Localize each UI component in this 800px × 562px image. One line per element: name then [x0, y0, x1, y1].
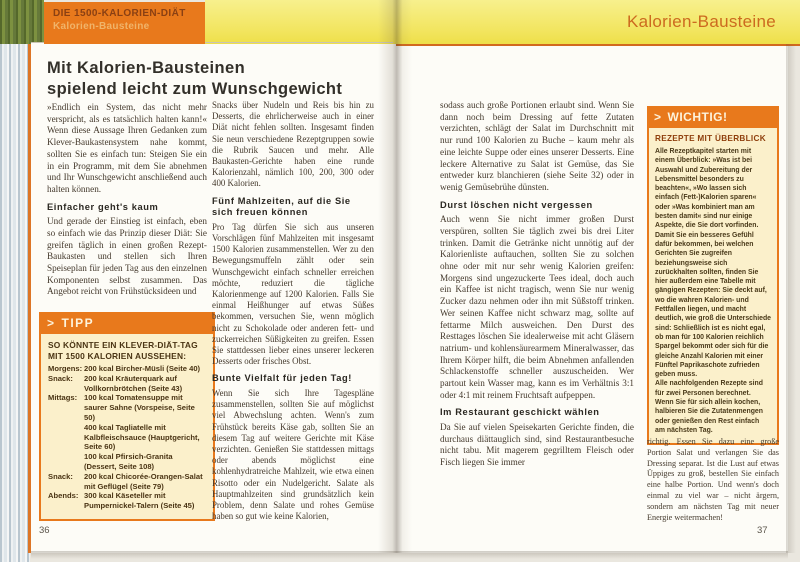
chevron-right-icon: > — [47, 316, 56, 330]
wichtig-label: WICHTIG! — [667, 110, 728, 124]
tipp-row — [48, 491, 206, 511]
tipp-row — [48, 472, 206, 492]
tipp-row — [48, 364, 206, 374]
paragraph: richtig. Essen Sie dazu eine große Portion Salat und verlangen Sie das Dressing separat. Ist die Lust auf etwas Üppiges zu groß, bestellen Sie einfach eine halbe Portion. Und wenn's doch einmal zu viel war – nicht ärgern, sondern am nächsten Tag mit neuer Energie weitermachen! — [647, 437, 779, 522]
tipp-box — [39, 312, 215, 521]
meal-text: 200 kcal Kräuterquark auf Vollkornbrötchen (Seite 43) — [84, 373, 183, 393]
section-heading: Bunte Vielfalt für jeden Tag! — [212, 373, 352, 384]
wichtig-heading: REZEPTE MIT ÜBERBLICK — [655, 134, 766, 143]
meal-text: 100 kcal Tomatensuppe mit saurer Sahne (Vorspeise, Seite 50) — [84, 393, 195, 422]
paragraph: Alle nachfolgenden Rezepte sind für zwei Personen berechnet. Wenn Sie für sich allein kochen, halbieren Sie die Zutatenmengen oder genießen den Rest einfach am nächsten Tag. — [655, 380, 763, 434]
paragraph: Und gerade der Einstieg ist einfach, eben so einfach wie das Prinzip dieser Diät: Sie greifen täglich in einen großen Rezept-Baukasten und stellen sich Ihren Speiseplan für jeden Tag aus den einzelnen Komponenten selbst zusammen. Das Angebot reicht von Frühstücksideen und — [47, 216, 207, 297]
article-title — [47, 58, 387, 100]
meal-label: Mittags: — [48, 393, 78, 403]
page-number-right: 37 — [757, 525, 768, 536]
wichtig-box-body — [647, 128, 779, 445]
tipp-row — [48, 452, 206, 472]
meal-label — [48, 423, 84, 452]
wichtig-box-header — [647, 106, 779, 128]
meal-text: 100 kcal Pfirsich-Granita (Dessert, Seite 108) — [84, 452, 173, 471]
tipp-title: SO KÖNNTE EIN KLEVER-DIÄT-TAG MIT 1500 KALORIEN AUSSEHEN: — [48, 340, 198, 361]
chapter-header — [44, 2, 205, 44]
paragraph: Wenn Sie sich Ihre Tagespläne zusammenstellen, sollten Sie auf möglichst viel Abwechslung achten. Wenn's zum Frühstück bereits Käse gab, sollten Sie an diesem Tag auf weitere Gerichte mit Käse verzichten. Genießen Sie stattdessen mittags oder abends möglichst eine kohlenhydratreiche Mahlzeit, wie etwa einen Risotto oder ein Nudelgericht. Salate als Hauptmahlzeiten sind grundsätzlich kein Problem, denn Salate und rohes Gemüse haben so gut wie keine Kalorien, — [212, 388, 374, 522]
tipp-box-body — [39, 334, 215, 521]
section-heading: Einfacher geht's kaum — [47, 201, 159, 212]
paragraph: »Endlich ein System, das nicht mehr verspricht, als es tatsächlich halten kann!« Wenn diese Aussage Ihren Gedanken zum Klever-Baukastensystem nahe kommt, sollten Sie es einfach tun: Steigen Sie ein in ein Programm, mit dem Sie abnehmen und Ihr Wunschgewicht anschließend auch halten können. — [47, 102, 207, 194]
meal-label: Snack: — [48, 471, 73, 481]
left-page-column-2 — [212, 100, 374, 522]
tipp-box-header — [39, 312, 215, 334]
meal-label — [48, 452, 84, 472]
right-header-rule — [396, 44, 800, 46]
meal-label: Snack: — [48, 373, 73, 383]
right-page-column-1 — [440, 100, 634, 469]
paragraph: Da Sie auf vielen Speisekarten Gerichte finden, die durchaus diättauglich sind, sind Restaurantbesuche nicht tabu. Mit magerem gegrilltem Fleisch oder Fisch liegen Sie immer — [440, 422, 634, 468]
tipp-label: TIPP — [61, 316, 95, 330]
tipp-row — [48, 374, 206, 394]
left-page-column-1 — [47, 102, 207, 298]
meal-label: Morgens: — [48, 364, 83, 373]
meal-label: Abends: — [48, 491, 79, 501]
meal-text: 300 kcal Käseteller mit Pumpernickel-Talern (Seite 45) — [84, 491, 195, 511]
tipp-row — [48, 393, 206, 422]
page-number-left: 36 — [39, 525, 50, 536]
chapter-subtitle: Kalorien-Bausteine — [53, 21, 150, 32]
paragraph: Snacks über Nudeln und Reis bis hin zu Desserts, die ehrlicherweise auch in einer Diät nicht fehlen sollten. Insgesamt finden Sie neun verschiedene Rezeptgruppen sowie die Rubrik Saucen und mehr. Alle Baukasten-Gerichte haben eine runde Kalorienzahl, nämlich 100, 200, 300 oder 400 Kalorien. — [212, 100, 374, 189]
chevron-right-icon: > — [654, 110, 662, 124]
chapter-kicker: DIE 1500-KALORIEN-DIÄT — [53, 8, 186, 19]
page-edge-stripes — [0, 0, 30, 562]
cover-edge-line — [28, 44, 31, 553]
right-page-column-2 — [647, 437, 779, 523]
section-heading: Im Restaurant geschickt wählen — [440, 407, 600, 418]
meal-text: 200 kcal Chicorée-Orangen-Salat mit Geflügel (Seite 79) — [84, 471, 203, 491]
wichtig-box — [647, 106, 779, 445]
section-heading: Fünf Mahlzeiten, auf die Sie sich freuen können — [212, 195, 351, 218]
paragraph: Auch wenn Sie nicht immer großen Durst verspüren, sollten Sie täglich zwei bis drei Liter trinken. Damit die Getränke nicht unnötig auf der Kalorienliste auftauchen, sollten Sie zu solchen ohne oder mit nur sehr wenig Kalorien greifen: Morgens sind ungezuckerte Tees ideal, doch auch ein Kaffee ist nicht tragisch, wenn Sie nur wenig Zucker dazu nehmen oder ihn mit Süßstoff trinken. Wer seinen Kaffee nicht schwarz mag, sollte auf fettarme Milch ausweichen. Den Durst des Resttages löschen Sie idealerweise mit acht Gläsern natrium- und kohlensäurearmem Mineralwasser, das Ihrem Körper hilft, die beim Abnehmen anfallenden Schlackenstoffe schneller auszuscheiden. Wer partout kein Wasser mag, kann es im Verhältnis 3:1 oder 4:1 mit reinem Fruchtsaft aufpeppen. — [440, 214, 634, 400]
meal-text: 400 kcal Tagliatelle mit Kalbfleischsauce (Hauptgericht, Seite 60) — [84, 422, 200, 452]
article-title-line2: spielend leicht zum Wunschgewicht — [47, 80, 343, 98]
paragraph: sodass auch große Portionen erlaubt sind. Wenn Sie dann noch beim Dressing auf fette Zutaten verzichten, schlägt der Salat im Durchschnitt mit nur rund 100 Kalorien zu Buche – kaum mehr als eine leichte Suppe oder eines unserer Desserts. Eine leckere Alternative zu Salat ist Gemüse, das Sie entweder kurz blanchieren (siehe Seite 32) oder in wenig Gemüsebrühe dünsten. — [440, 100, 634, 192]
right-header-title: Kalorien-Bausteine — [626, 12, 776, 31]
meal-text: 200 kcal Bircher-Müsli (Seite 40) — [84, 364, 201, 373]
cover-edge-green — [0, 0, 44, 44]
tipp-row — [48, 423, 206, 452]
section-heading: Durst löschen nicht vergessen — [440, 199, 593, 210]
paragraph: Alle Rezeptkapitel starten mit einem Überblick: »Was ist bei Auswahl und Zubereitung der Lebensmittel besonders zu beachten«, »Wo lassen sich einfach (Fett-)Kalorien sparen« oder »Was kombiniert man am besten damit« sind nur einige Aspekte, die Sie dort vorfinden. Damit Sie ein besseres Gefühl dafür bekommen, bei welchen Gerichten Sie zugreifen beziehungsweise sich zurückhalten sollten, finden Sie hier außerdem eine Tabelle mit gängigen Rezepten: Sie deckt auf, wo die wahren Kalorien- und Fettfallen liegen, und macht deutlich, wie groß die Unterschiede sind: Schließlich ist es nicht egal, ob man für 100 Kalorien reichlich Spargel bekommt oder sich für die gleiche Anzahl Kalorien mit einer Fünftel Paprikaschote zufrieden geben muss. — [655, 148, 772, 379]
paragraph: Pro Tag dürfen Sie sich aus unseren Vorschlägen fünf Mahlzeiten mit insgesamt 1500 Kalorien zusammenstellen. Wer zu den Bewegungsmuffeln zählt oder sein Wunschgewicht einfach schneller erreichen möchte, reduziert die tägliche Kalorienmenge auf 1200 Kalorien. Falls Sie einmal Heißhunger auf etwas Süßes bekommen, versuchen Sie, wenn möglich nicht zu Schokolade oder anderen fett- und zuckerreichen Süßigkeiten zu greifen. Essen Sie stattdessen lieber eines unserer leckeren Desserts oder frisches Obst. — [212, 221, 374, 367]
article-title-line1: Mit Kalorien-Bausteinen — [47, 59, 246, 77]
